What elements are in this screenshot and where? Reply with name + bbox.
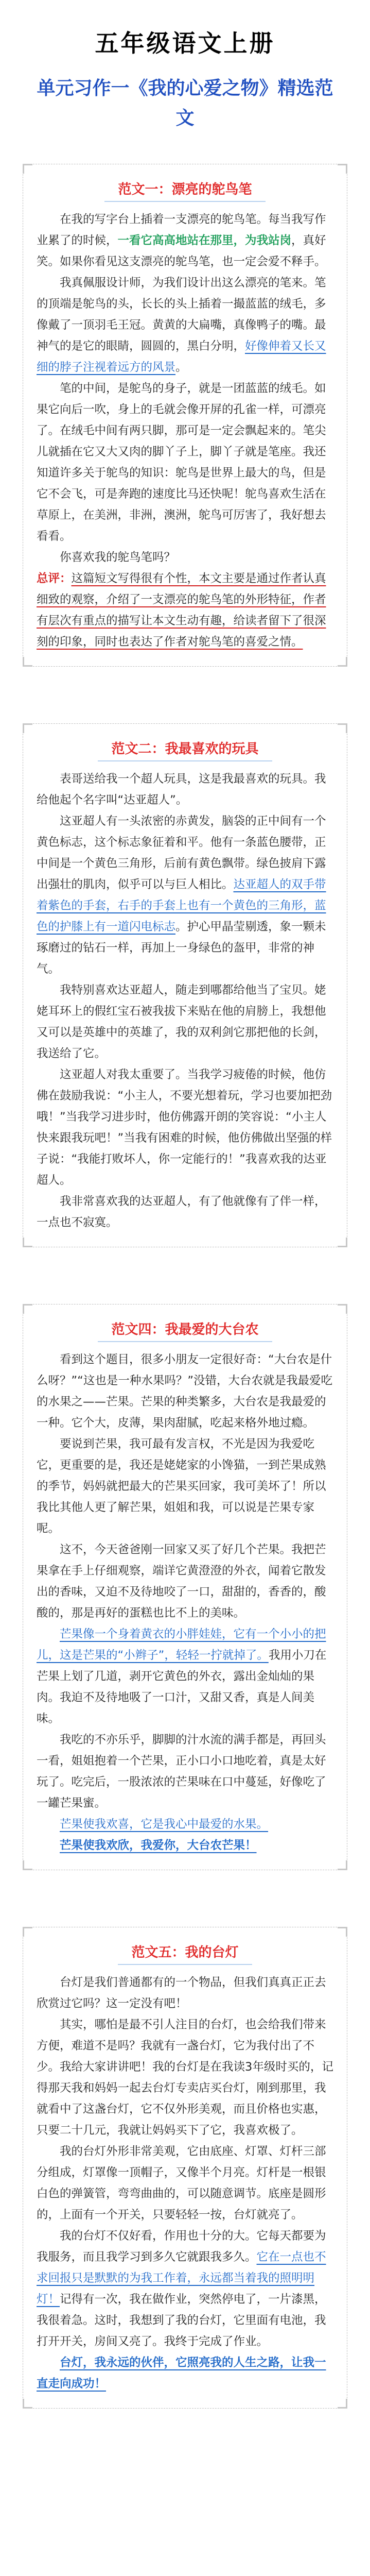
essay-5-paragraph-3: 我的台灯外形非常美观，它由底座、灯罩、灯杆三部分组成，灯罩像一顶帽子，又像半个月亮。灯杆是一根银白色的弹簧管，弯弯曲曲的，可以随意调节。底座是圆形的，上面有一个开关，只要轻轻一按，台灯就亮了。 xyxy=(37,2145,326,2222)
essay-4-title: 范文四：我最爱的大台农 xyxy=(98,1319,272,1342)
essay-5-title: 范文五：我的台灯 xyxy=(118,1942,252,1965)
essay-4-paragraph-7: 芒果使我欢欣，我爱你，大台农芒果！ xyxy=(60,1839,257,1852)
essay-4-paragraph-4: 芒果像一个身着黄衣的小胖娃娃，它有一个小小的把儿，这是芒果的“小辫子”，轻轻一拧就掉了。我用小刀在芒果上划了几道，剥开它黄色的外衣，露出金灿灿的果肉。我迫不及待地吸了一口汁，又甜又香，真是人间美味。 xyxy=(37,1628,327,1725)
essay-4-paragraph-5: 我吃的不亦乐乎，脚脚的汁水流的满手都是，再回头一看，姐姐抱着一个芒果，正小口小口地吃着，真是太好玩了。吃完后，一股浓浓的芒果味在口中蔓延，好像吃了一罐芒果蜜。 xyxy=(37,1733,326,1810)
essay-2-paragraph-1: 表哥送给我一个超人玩具，这是我最喜欢的玩具。我给他起个名字叫“达亚超人”。 xyxy=(37,772,326,807)
essay-4-paragraph-2: 要说到芒果，我可最有发言权，不光是因为我爱吃它，更重要的是，我还是姥姥家的小馋猫，一到芒果成熟的季节，妈妈就把最大的芒果买回家，我可美坏了！所以我比其他人更了解芒果，姐姐和我，可以说是芒果专家呢。 xyxy=(37,1437,326,1535)
essay-1-summary: 总评：这篇短文写得很有个性，本文主要是通过作者认真细致的观察，介绍了一支漂亮的鸵鸟笔的外形特征，作者有层次有重点的描写让本文生动有趣，给读者留下了很深刻的印象，同时也表达了作者对鸵鸟笔的喜爱之情。 xyxy=(37,572,326,649)
page-subtitle: 单元习作一《我的心爱之物》精选范文 xyxy=(37,77,333,129)
essay-2-paragraph-5: 我非常喜欢我的达亚超人，有了他就像有了伴一样，一点也不寂寞。 xyxy=(37,1195,326,1229)
essay-1-title: 范文一：漂亮的鸵鸟笔 xyxy=(104,179,265,202)
essay-2-paragraph-3: 我特别喜欢达亚超人，随走到哪都给他当了宝贝。姥姥耳环上的假红宝石被我拔下来贴在他的肩膀上，我想他又可以是英雄中的英雄了，我的双利剑它那把他的长剑，我送给了它。 xyxy=(37,984,326,1060)
essay-1-paragraph-4: 你喜欢我的鸵鸟笔吗？ xyxy=(60,551,176,564)
essay-card-2 xyxy=(23,723,347,1247)
essay-card-1 xyxy=(23,164,347,667)
essay-5-paragraph-4: 我的台灯不仅好看，作用也十分的大。它每天都要为我服务，而且我学习到多久它就跟我多久。它在一点也不求回报只是默默的为我工作着，永远都当着我的照明明灯！记得有一次，我在做作业，突然停电了，一片漆黑，我很着急。这时，我想到了我的台灯，它里面有电池，我打开开关，房间又亮了。我终于完成了作业。 xyxy=(37,2229,326,2348)
essay-5-paragraph-1: 台灯是我们普通都有的一个物品，但我们真真正正去欣赏过它吗？这一定没有吧！ xyxy=(37,1976,326,2010)
essay-2-title: 范文二：我最喜欢的玩具 xyxy=(98,738,272,761)
essay-1-paragraph-2: 我真佩服设计师，为我们设计出这么漂亮的笔来。笔的顶端是鸵鸟的头，长长的头上插着一撮蓝蓝的绒毛，多像戴了一顶羽毛王冠。黄黄的大扁嘴，真像鸭子的嘴。最神气的是它的眼睛，圆圆的，黑白分明，好像伸着又长又细的脖子注视着远方的风景。 xyxy=(37,276,326,374)
essay-2-paragraph-4: 这亚超人对我太重要了。当我学习疲倦的时候，他仿佛在鼓励我说：“小主人，不要光想着玩，学习也要加把劲哦！”当我学习进步时，他仿佛露开朗的笑容说：“小主人快来跟我玩吧！”当我有困难的时候，他仿佛做出坚强的样子说：“我能打败坏人，你一定能行的！”我喜欢我的达亚超人。 xyxy=(37,1068,332,1187)
essay-4-paragraph-3: 这不，今天爸爸刚一回家又买了好几个芒果。我把芒果拿在手上仔细观察，端详它黄澄澄的外衣，闻着它散发出的香味，又迫不及待地咬了一口，甜甜的，香香的，酸酸的，那是再好的蛋糕也比不上的美味。 xyxy=(37,1543,326,1620)
essay-2-paragraph-2: 这亚超人有一头浓密的赤黄发，脑袋的正中间有一个黄色标志，这个标志象征着和平。他有一条蓝色腰带，正中间是一个黄色三角形，后前有黄色飘带。绿色披肩下露出强壮的肌肉，似乎可以与巨人相比。达亚超人的双手带着紫色的手套，右手的手套上也有一个黄色的三角形，蓝色的护膝上有一道闪电标志。护心甲晶莹剔透，象一颗未琢磨过的钻石一样，再加上一身绿色的盔甲，非常的神气。 xyxy=(37,815,326,976)
essay-4-paragraph-6: 芒果使我欢喜，它是我心中最爱的水果。 xyxy=(60,1818,269,1831)
essay-4-paragraph-1: 看到这个题目，很多小朋友一定很好奇：“大台农是什么呀？”“这也是一种水果吗？”没错，大台农就是我最爱吃的水果之——芒果。芒果的种类繁多，大台农是我最爱的一种。它个大，皮薄，果肉甜腻，吃起来格外地过瘾。 xyxy=(37,1353,332,1430)
essay-5-paragraph-5: 台灯，我永远的伙伴，它照亮我的人生之路，让我一直走向成功！ xyxy=(37,2356,326,2391)
essay-1-paragraph-3: 笔的中间，是鸵鸟的身子，就是一团蓝蓝的绒毛。如果它向后一吹，身上的毛就会像开屏的孔雀一样，可漂亮了。在绒毛中间有两只脚，那可是一定会飘起来的。笔尖儿就插在它又大又肉的脚丫子上，脚丫子就是笔座。我还知道许多关于鸵鸟的知识：鸵鸟是世界上最大的鸟，但是它不会飞，可是奔跑的速度比马还快呢！鸵鸟喜欢生活在草原上，在美洲，非洲，澳洲，鸵鸟可厉害了，我好想去看看。 xyxy=(37,382,326,543)
essay-card-5 xyxy=(23,1927,347,2409)
page-title: 五年级语文上册 xyxy=(95,29,275,57)
essay-card-4 xyxy=(23,1304,347,1870)
essay-1-paragraph-1: 在我的写字台上插着一支漂亮的鸵鸟笔。每当我写作业累了的时候，一看它高高地站在那里，为我站岗，真好笑。如果你看见这支漂亮的鸵鸟笔，也一定会爱不释手。 xyxy=(37,213,326,268)
essay-5-paragraph-2: 其实，哪怕是最不引人注目的台灯，也会给我们带来方便，难道不是吗？我就有一盏台灯，它为我付出了不少。我给大家讲讲吧！我的台灯是在我读3年级时买的，记得那天我和妈妈一起去台灯专卖店买台灯，刚到那里，我就看中了这盏台灯，它不仅外形美观，而且价格也实惠，只要二十几元，我就让妈妈买下了它，我喜欢极了。 xyxy=(37,2018,333,2137)
